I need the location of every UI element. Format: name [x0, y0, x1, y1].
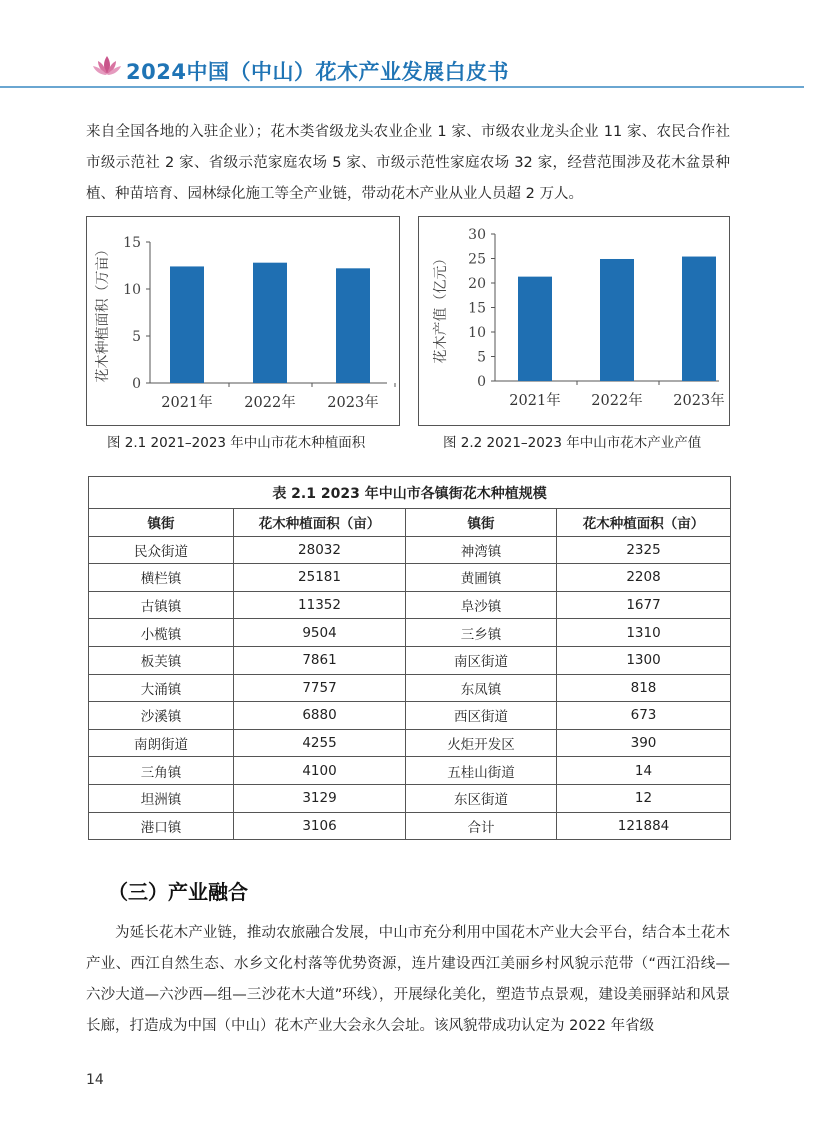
table-row [89, 591, 731, 619]
table-cell-town: 大涌镇 [89, 674, 234, 702]
chart-planting-area [86, 216, 400, 426]
y-tick-label: 15 [468, 300, 486, 317]
table-cell-town: 东凤镇 [406, 674, 557, 702]
table-cell-area: 6880 [234, 702, 406, 730]
document-title: 2024中国（中山）花木产业发展白皮书 [126, 60, 509, 84]
table-cell-town: 板芙镇 [89, 646, 234, 674]
table-row [89, 619, 731, 647]
figure-caption-2-2: 图 2.2 2021–2023 年中山市花木产业产值 [443, 435, 702, 451]
table-cell-area: 2208 [557, 564, 731, 592]
x-tick-label: 2021年 [509, 393, 561, 409]
table-cell-area: 121884 [557, 812, 731, 840]
x-tick-label: 2022年 [591, 393, 643, 409]
y-tick-label: 10 [468, 325, 486, 341]
table-cell-area: 2325 [557, 536, 731, 564]
table-row [89, 757, 731, 785]
x-tick-label: 2023年 [327, 395, 379, 411]
y-tick-label: 5 [132, 329, 141, 345]
table-cell-area: 4255 [234, 729, 406, 757]
section-heading: （三）产业融合 [108, 880, 248, 904]
figure-caption-2-1: 图 2.1 2021–2023 年中山市花木种植面积 [107, 435, 366, 451]
table-cell-town: 火炬开发区 [406, 729, 557, 757]
table-cell-town: 东区街道 [406, 784, 557, 812]
table-cell-town: 小榄镇 [89, 619, 234, 647]
y-tick-label: 30 [468, 227, 486, 243]
page-header [0, 48, 816, 88]
bar-2022年 [253, 263, 287, 383]
y-axis-label: 花木种植面积（万亩） [95, 242, 111, 383]
table-cell-town: 横栏镇 [89, 564, 234, 592]
table-cell-town: 古镇镇 [89, 591, 234, 619]
body-paragraph-1: 来自全国各地的入驻企业）；花木类省级龙头农业企业 1 家、市级农业龙头企业 11 家、农民合作社市级示范社 2 家、省级示范家庭农场 5 家、市级示范性家庭农场 32 家，经营范围涉及花木盆景种植、种苗培育、园林绿化施工等全产业链，带动花木产业从业人员超 2 万人。 [86, 124, 730, 202]
table-cell-town: 沙溪镇 [89, 702, 234, 730]
bar-2021年 [518, 277, 552, 381]
y-tick-label: 5 [477, 349, 486, 366]
table-cell-area: 12 [557, 784, 731, 812]
bar-2023年 [336, 268, 370, 383]
chart-output-value [418, 216, 730, 426]
table-row [89, 729, 731, 757]
table-cell-area: 4100 [234, 757, 406, 785]
table-row [89, 674, 731, 702]
table-cell-town: 民众街道 [89, 536, 234, 564]
table-cell-area: 818 [557, 674, 731, 702]
x-tick-label: 2021年 [161, 395, 213, 411]
table-body [89, 536, 731, 840]
table-cell-town: 神湾镇 [406, 536, 557, 564]
table-row [89, 536, 731, 564]
y-tick-label: 0 [477, 374, 486, 390]
town-planting-table [88, 476, 731, 840]
y-axis-label: 花木产值（亿元） [433, 251, 449, 364]
table-cell-area: 3129 [234, 784, 406, 812]
table-cell-area: 28032 [234, 536, 406, 564]
table-cell-area: 14 [557, 757, 731, 785]
table-cell-town: 三角镇 [89, 757, 234, 785]
table-cell-town: 合计 [406, 812, 557, 840]
table-row [89, 564, 731, 592]
table-row [89, 702, 731, 730]
table-cell-area: 1310 [557, 619, 731, 647]
body-paragraph-2: 为延长花木产业链，推动农旅融合发展，中山市充分利用中国花木产业大会平台，结合本土花木产业、西江自然生态、水乡文化村落等优势资源，连片建设西江美丽乡村风貌示范带（“西江沿线—六沙大道—六沙西—组—三沙花木大道”环线），开展绿化美化，塑造节点景观，建设美丽驿站和风景长廊，打造成为中国（中山）花木产业大会永久会址。该风貌带成功认定为 2022 年省级 [86, 925, 730, 1034]
y-tick-label: 0 [132, 376, 141, 392]
table-cell-town: 三乡镇 [406, 619, 557, 647]
y-tick-label: 25 [468, 251, 486, 268]
table-row [89, 812, 731, 840]
table-cell-area: 11352 [234, 591, 406, 619]
bar-2023年 [682, 257, 716, 381]
table-caption: 表 2.1 2023 年中山市各镇街花木种植规模 [89, 477, 731, 509]
header-divider [0, 86, 804, 88]
table-cell-town: 南区街道 [406, 646, 557, 674]
table-cell-town: 阜沙镇 [406, 591, 557, 619]
table-cell-town: 坦洲镇 [89, 784, 234, 812]
table-header-area: 花木种植面积（亩） [234, 509, 406, 537]
table-cell-area: 7861 [234, 646, 406, 674]
table-header-town: 镇街 [89, 509, 234, 537]
page-number: 14 [86, 1072, 104, 1088]
table-cell-town: 五桂山街道 [406, 757, 557, 785]
x-tick-label: 2022年 [244, 395, 296, 411]
table-cell-area: 1300 [557, 646, 731, 674]
table-cell-town: 南朗街道 [89, 729, 234, 757]
lotus-icon [92, 54, 122, 78]
chart-planting-area-svg [87, 217, 399, 425]
table-cell-area: 673 [557, 702, 731, 730]
bar-2022年 [600, 259, 634, 381]
table-cell-town: 西区街道 [406, 702, 557, 730]
table-row [89, 784, 731, 812]
y-tick-label: 10 [123, 282, 141, 298]
table-header-area: 花木种植面积（亩） [557, 509, 731, 537]
table-cell-area: 3106 [234, 812, 406, 840]
y-tick-label: 15 [123, 235, 141, 251]
table-cell-area: 7757 [234, 674, 406, 702]
table-row [89, 646, 731, 674]
table-cell-area: 25181 [234, 564, 406, 592]
table-header-town: 镇街 [406, 509, 557, 537]
table-cell-town: 黄圃镇 [406, 564, 557, 592]
table-cell-town: 港口镇 [89, 812, 234, 840]
table-cell-area: 9504 [234, 619, 406, 647]
y-tick-label: 20 [468, 276, 486, 292]
chart-output-value-svg [419, 217, 729, 425]
table-cell-area: 1677 [557, 591, 731, 619]
bar-2021年 [170, 266, 204, 383]
x-tick-label: 2023年 [673, 393, 725, 409]
table-cell-area: 390 [557, 729, 731, 757]
